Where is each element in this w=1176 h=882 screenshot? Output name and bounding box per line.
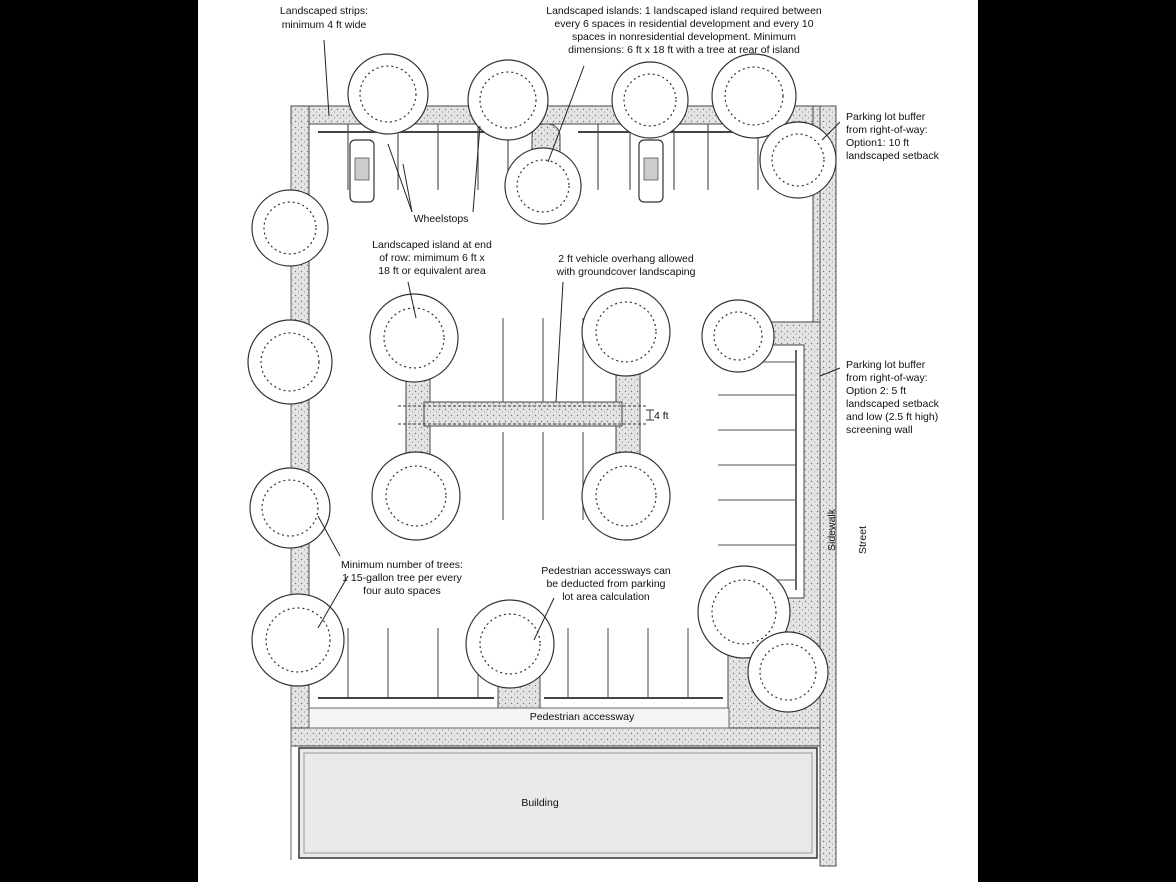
parking-lot-site-plan [198, 0, 978, 882]
label-option2-5: and low (2.5 ft high) [846, 411, 939, 423]
label-option2-6: screening wall [846, 424, 913, 436]
label-end-row-2: of row: mimimum 6 ft x [379, 252, 485, 264]
label-min-trees-2: 1 15-gallon tree per every [342, 572, 462, 584]
label-ped-deduct-2: be deducted from parking [546, 578, 666, 590]
label-min-trees-1: Minimum number of trees: [341, 559, 463, 571]
right-parking-stalls [718, 350, 796, 590]
label-landscaped-strips-1: Landscaped strips: [279, 5, 369, 17]
label-option1-4: landscaped setback [846, 150, 939, 162]
label-end-row-3: 18 ft or equivalent area [378, 265, 486, 277]
label-option1-1: Parking lot buffer [846, 111, 926, 123]
label-four-ft: 4 ft [654, 410, 669, 422]
label-end-row-1: Landscaped island at end [372, 239, 492, 251]
label-option2-4: landscaped setback [846, 398, 939, 410]
label-option2-2: from right-of-way: [846, 372, 928, 384]
car-right [639, 140, 663, 202]
label-ped-deduct-1: Pedestrian accessways can [541, 565, 671, 577]
label-street: Street [857, 525, 869, 555]
label-option1-3: Option1: 10 ft [846, 137, 910, 149]
label-building: Building [521, 797, 559, 809]
trees [248, 54, 836, 712]
label-islands-1: Landscaped islands: 1 landscaped island required between [546, 5, 822, 17]
label-sidewalk: Sidewalk [826, 508, 838, 552]
label-islands-3: spaces in nonresidential development. Minimum [571, 31, 797, 43]
label-min-trees-3: four auto spaces [363, 585, 441, 597]
label-overhang-1: 2 ft vehicle overhang allowed [558, 253, 694, 265]
label-option1-2: from right-of-way: [846, 124, 928, 136]
site-plan-page [198, 0, 978, 882]
car-left [350, 140, 374, 202]
four-ft-dimension [646, 410, 654, 420]
label-option2-3: Option 2: 5 ft [846, 385, 907, 397]
label-islands-4: dimensions: 6 ft x 18 ft with a tree at rear of island [568, 44, 800, 56]
label-wheelstops: Wheelstops [413, 213, 469, 225]
label-pedestrian-accessway: Pedestrian accessway [529, 711, 635, 723]
label-islands-2: every 6 spaces in residential development and every 10 [554, 18, 814, 30]
label-ped-deduct-3: lot area calculation [562, 591, 650, 603]
label-landscaped-strips-2: minimum 4 ft wide [281, 19, 367, 31]
pedestrian-accessway [309, 708, 729, 728]
label-option2-1: Parking lot buffer [846, 359, 926, 371]
label-overhang-2: with groundcover landscaping [556, 266, 696, 278]
